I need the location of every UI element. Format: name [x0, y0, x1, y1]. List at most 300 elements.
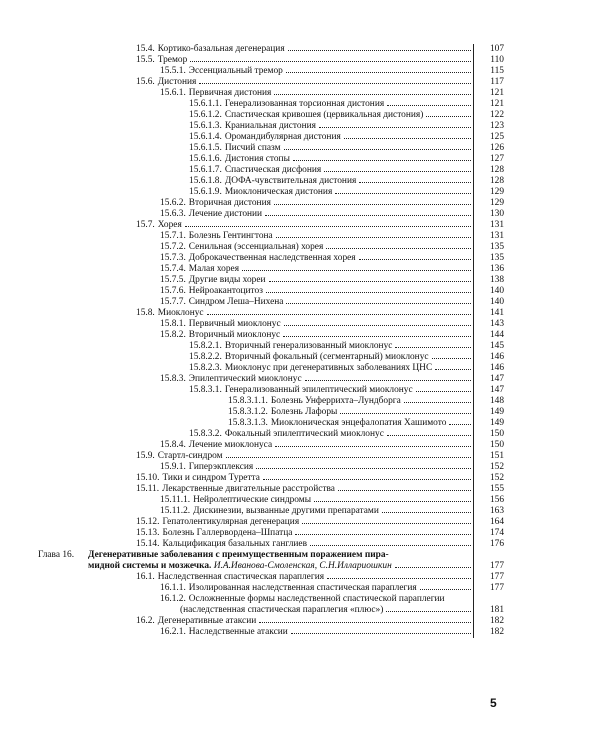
toc-entry-number: 15.6.1.4.	[189, 132, 222, 142]
toc-entry-title: Наследственные атаксии	[188, 627, 288, 637]
toc-entry-number: 15.7.4.	[160, 264, 186, 274]
toc-entry	[86, 165, 504, 176]
leader-dots	[295, 534, 471, 535]
toc-entry	[86, 121, 504, 132]
toc-entry	[86, 220, 504, 231]
toc-entry-number: 15.8.2.3.	[189, 363, 222, 373]
column-rule	[473, 55, 474, 66]
toc-entry	[86, 440, 504, 451]
toc-entry-page: 164	[489, 517, 504, 527]
toc-entry	[86, 99, 504, 110]
toc-entry	[86, 132, 504, 143]
toc-entry	[86, 396, 504, 407]
column-rule	[473, 121, 474, 132]
toc-entry-page: 177	[489, 572, 504, 582]
toc-entry-page: 148	[489, 396, 504, 406]
toc-entry-number: 15.7.2.	[160, 242, 186, 252]
toc-entry-number: 15.5.1.	[160, 66, 186, 76]
leader-dots	[263, 479, 471, 480]
toc-entry-page: 182	[489, 616, 504, 626]
toc-entry	[86, 528, 504, 539]
toc-entry-number: 15.6.1.3.	[189, 121, 222, 131]
toc-entry	[86, 429, 504, 440]
toc-entry-title: (наследственная спастическая параплегия «плюс»)	[180, 605, 384, 615]
chapter-page: 177	[489, 561, 504, 571]
leader-dots	[256, 468, 471, 469]
toc-entry-title: Дистония	[157, 77, 197, 87]
toc-entry-page: 130	[489, 209, 504, 219]
toc-entry-number: 15.11.2.	[160, 506, 191, 516]
toc-entry-number: 15.6.	[136, 77, 155, 87]
toc-entry	[86, 297, 504, 308]
column-rule	[473, 572, 474, 583]
toc-entry-number: 15.6.2.	[160, 198, 186, 208]
toc-entry	[86, 495, 504, 506]
toc-entry-number: 15.8.3.1.1.	[228, 396, 268, 406]
toc-entry-page: 135	[489, 242, 504, 252]
toc-entry	[86, 363, 504, 374]
toc-entry-title: Вторичный фокальный (сегментарный) миоклонус	[224, 352, 429, 362]
leader-dots	[275, 446, 471, 447]
table-of-contents	[38, 44, 504, 638]
toc-entry-page: 147	[489, 374, 504, 384]
leader-dots	[326, 248, 471, 249]
toc-entry-title: Первичная дистония	[188, 88, 272, 98]
toc-entry-number: 15.11.1.	[160, 495, 191, 505]
leader-dots	[319, 127, 471, 128]
leader-dots	[359, 259, 471, 260]
column-rule	[473, 440, 474, 451]
column-rule	[473, 396, 474, 407]
toc-entry-title: Болезнь Лафоры	[270, 407, 338, 417]
toc-entry-page: 146	[489, 363, 504, 373]
toc-entry	[86, 374, 504, 385]
toc-entry	[86, 55, 504, 66]
toc-entry	[86, 330, 504, 341]
toc-entry-title: Миоклонус при дегенеративных заболеваниях ЦНС	[224, 363, 433, 373]
toc-entry-number: 15.9.	[136, 451, 155, 461]
toc-entry-title: Хорея	[157, 220, 182, 230]
column-rule	[473, 451, 474, 462]
toc-entry-title: Малая хорея	[188, 264, 240, 274]
toc-entry-number: 15.11.	[136, 484, 160, 494]
column-rule	[473, 517, 474, 528]
leader-dots	[185, 226, 471, 227]
toc-entry-title: Изолированная наследственная спастическая параплегия	[188, 583, 417, 593]
toc-entry-number: 16.2.	[136, 616, 155, 626]
toc-entry-page: 128	[489, 165, 504, 175]
toc-entry	[86, 583, 504, 594]
column-rule	[473, 77, 474, 88]
column-rule	[473, 198, 474, 209]
leader-dots	[226, 457, 471, 458]
toc-entry	[86, 407, 504, 418]
toc-entry	[86, 176, 504, 187]
column-rule	[473, 550, 474, 572]
column-rule	[473, 209, 474, 220]
toc-entry-page: 150	[489, 429, 504, 439]
toc-entry-number: 15.8.1.	[160, 319, 186, 329]
leader-dots	[344, 138, 471, 139]
toc-entry-number: 15.7.5.	[160, 275, 186, 285]
toc-entry	[86, 451, 504, 462]
toc-entry-page: 156	[489, 495, 504, 505]
toc-entry	[86, 572, 504, 583]
column-rule	[473, 627, 474, 638]
leader-dots	[310, 545, 471, 546]
toc-entry-title: Кортико-базальная дегенерация	[157, 44, 285, 54]
toc-entry-number: 15.8.3.1.	[189, 385, 222, 395]
leader-dots	[259, 622, 471, 623]
leader-dots	[286, 303, 471, 304]
toc-entry-title: Дегенеративные атаксии	[157, 616, 257, 626]
column-rule	[473, 154, 474, 165]
toc-entry-number: 15.8.3.1.3.	[228, 418, 268, 428]
toc-entry-page: 127	[489, 154, 504, 164]
toc-entry	[86, 517, 504, 528]
toc-entry-title: Миоклоническая дистония	[224, 187, 333, 197]
toc-entry-page: 128	[489, 176, 504, 186]
toc-entry	[86, 605, 504, 616]
leader-dots	[404, 402, 471, 403]
toc-entry	[86, 253, 504, 264]
toc-entry-number: 16.2.1.	[160, 627, 186, 637]
toc-entry-page: 131	[489, 220, 504, 230]
toc-chapter-16	[38, 550, 504, 572]
column-rule	[473, 385, 474, 396]
leader-dots	[359, 182, 471, 183]
column-rule	[473, 616, 474, 627]
toc-entry-page: 147	[489, 385, 504, 395]
toc-entry-page: 122	[489, 110, 504, 120]
leader-dots	[276, 237, 471, 238]
column-rule	[473, 484, 474, 495]
toc-entry	[86, 66, 504, 77]
toc-entry-title: Сенильная (эссенциальная) хорея	[188, 242, 324, 252]
toc-entry-page: 155	[489, 484, 504, 494]
toc-entry-title: Лечение миоклонуса	[188, 440, 273, 450]
column-rule	[473, 330, 474, 341]
toc-entry-number: 15.9.1.	[160, 462, 186, 472]
leader-dots	[284, 325, 471, 326]
chapter-label: Глава 16.	[38, 550, 75, 560]
toc-entry-page: 141	[489, 308, 504, 318]
leader-dots	[387, 435, 471, 436]
toc-entry-title: Доброкачественная наследственная хорея	[188, 253, 356, 263]
leader-dots	[266, 292, 471, 293]
column-rule	[473, 110, 474, 121]
toc-entry-title: Эпилептический миоклонус	[188, 374, 302, 384]
toc-entry-page: 140	[489, 297, 504, 307]
toc-entry	[86, 242, 504, 253]
leader-dots	[274, 94, 471, 95]
toc-entry-page: 121	[489, 99, 504, 109]
toc-entry-number: 15.8.4.	[160, 440, 186, 450]
toc-entry-number: 15.8.2.1.	[189, 341, 222, 351]
toc-entry-page: 181	[489, 605, 504, 615]
toc-entry-number: 15.6.1.2.	[189, 110, 222, 120]
column-rule	[473, 264, 474, 275]
toc-entry-title: Генерализованный эпилептический миоклонус	[224, 385, 413, 395]
leader-dots	[291, 633, 471, 634]
column-rule	[473, 132, 474, 143]
toc-entry-page: 131	[489, 231, 504, 241]
toc-entry-number: 15.4.	[136, 44, 155, 54]
toc-entry	[86, 77, 504, 88]
toc-entry	[86, 308, 504, 319]
toc-entry-title: Болезнь Гентингтона	[188, 231, 273, 241]
chapter-title-line1: Дегенеративные заболевания с преимущественным поражением пира-	[88, 550, 389, 560]
toc-entry	[86, 275, 504, 286]
toc-entry-number: 15.8.3.2.	[189, 429, 222, 439]
toc-entry-title: Вторичный генерализованный миоклонус	[224, 341, 393, 351]
toc-entry-number: 15.6.1.7.	[189, 165, 222, 175]
leader-dots	[314, 501, 471, 502]
toc-entry-page: 121	[489, 88, 504, 98]
toc-entry-title: Синдром Леша–Нихена	[188, 297, 284, 307]
toc-entry-page: 129	[489, 187, 504, 197]
toc-entry-page: 152	[489, 473, 504, 483]
toc-entry-title: Другие виды хореи	[188, 275, 266, 285]
toc-entry-page: 149	[489, 407, 504, 417]
column-rule	[473, 374, 474, 385]
toc-entry-page: 176	[489, 539, 504, 549]
leader-dots	[426, 116, 471, 117]
leader-dots	[288, 50, 471, 51]
leader-dots	[382, 512, 471, 513]
toc-entry-title: Миоклонус	[157, 308, 204, 318]
leader-dots	[395, 567, 471, 568]
toc-entry-page: 143	[489, 319, 504, 329]
toc-entry-title: Вторичная дистония	[188, 198, 271, 208]
toc-entry-number: 15.13.	[136, 528, 160, 538]
toc-entry-page: 129	[489, 198, 504, 208]
leader-dots	[283, 336, 471, 337]
toc-entry-title: Нейролептические синдромы	[193, 495, 312, 505]
column-rule	[473, 407, 474, 418]
toc-entry-number: 15.6.1.6.	[189, 154, 222, 164]
toc-entry-page: 117	[490, 77, 504, 87]
chapter-authors: И.А.Иванова-Смоленская, С.Н.Иллариошкин	[213, 561, 392, 571]
toc-entry	[86, 319, 504, 330]
leader-dots	[386, 611, 471, 612]
column-rule	[473, 286, 474, 297]
toc-entry-title: Стартл-синдром	[157, 451, 223, 461]
toc-entry-number: 15.7.3.	[160, 253, 186, 263]
column-rule	[473, 605, 474, 616]
column-rule	[473, 539, 474, 550]
toc-entry-number: 15.12.	[136, 517, 160, 527]
column-rule	[473, 165, 474, 176]
leader-dots	[199, 83, 471, 84]
toc-entry-title: Осложненные формы наследственной спастической параплегии	[188, 594, 445, 604]
toc-entry	[86, 352, 504, 363]
toc-entry	[86, 462, 504, 473]
toc-entry-page: 151	[489, 451, 504, 461]
toc-entry-title: Гепатолентикулярная дегенерация	[162, 517, 300, 527]
toc-entry	[86, 484, 504, 495]
toc-entry	[86, 187, 504, 198]
column-rule	[473, 473, 474, 484]
toc-entry-title: Краниальная дистония	[224, 121, 316, 131]
toc-entry-page: 110	[490, 55, 504, 65]
toc-entry-title: Первичный миоклонус	[188, 319, 281, 329]
toc-entry-title: Фокальный эпилептический миоклонус	[224, 429, 384, 439]
toc-entry-title: Лечение дистонии	[188, 209, 263, 219]
toc-entry-page: 107	[489, 44, 504, 54]
toc-entry-title: Тики и синдром Туретта	[162, 473, 260, 483]
leader-dots	[435, 369, 471, 370]
column-rule	[473, 44, 474, 55]
column-rule	[473, 143, 474, 154]
toc-entry-title: ДОФА-чувствительная дистония	[224, 176, 357, 186]
toc-entry-page: 144	[489, 330, 504, 340]
toc-entry-page: 138	[489, 275, 504, 285]
toc-entry	[86, 110, 504, 121]
toc-entry-number: 15.8.3.1.2.	[228, 407, 268, 417]
toc-entry-title: Генерализованная торсионная дистония	[224, 99, 385, 109]
column-rule	[473, 242, 474, 253]
leader-dots	[324, 171, 471, 172]
toc-entry-title: Писчий спазм	[224, 143, 281, 153]
leader-dots	[416, 391, 471, 392]
toc-entry-number: 15.8.2.2.	[189, 352, 222, 362]
column-rule	[473, 583, 474, 594]
column-rule	[473, 88, 474, 99]
toc-entry	[86, 341, 504, 352]
toc-entry-page: 146	[489, 352, 504, 362]
toc-entry-page: 177	[489, 583, 504, 593]
leader-dots	[265, 215, 471, 216]
toc-entry-page: 163	[489, 506, 504, 516]
toc-entry-page: 135	[489, 253, 504, 263]
leader-dots	[274, 204, 471, 205]
column-rule	[473, 297, 474, 308]
leader-dots	[338, 490, 471, 491]
toc-entry-page: 115	[490, 66, 504, 76]
toc-entry-title: Наследственная спастическая параплегия	[157, 572, 325, 582]
leader-dots	[242, 270, 471, 271]
toc-entry-page: 149	[489, 418, 504, 428]
toc-entry	[86, 286, 504, 297]
column-rule	[473, 506, 474, 517]
toc-entry-title: Дискинезии, вызванные другими препаратами	[193, 506, 379, 516]
toc-entry-number: 15.6.1.	[160, 88, 186, 98]
toc-entry	[86, 154, 504, 165]
toc-entry-number: 15.6.3.	[160, 209, 186, 219]
toc-entry	[86, 198, 504, 209]
leader-dots	[449, 424, 471, 425]
leader-dots	[305, 380, 471, 381]
toc-entry-number: 15.6.1.5.	[189, 143, 222, 153]
toc-entry-title: Гиперэкплексия	[188, 462, 254, 472]
column-rule	[473, 275, 474, 286]
toc-entry-title: Болезнь Галлервордена–Шпатца	[162, 528, 293, 538]
toc-entry-number: 15.10.	[136, 473, 160, 483]
toc-entry-number: 15.8.2.	[160, 330, 186, 340]
toc-entry	[86, 594, 504, 605]
toc-entry	[86, 231, 504, 242]
chapter-title-line2: мидной системы и мозжечка.	[88, 561, 212, 571]
column-rule	[473, 594, 474, 605]
leader-dots	[284, 149, 471, 150]
leader-dots	[269, 281, 471, 282]
toc-entry	[86, 385, 504, 396]
column-rule	[473, 253, 474, 264]
toc-section-15	[86, 44, 504, 550]
toc-entry	[86, 616, 504, 627]
toc-entry-number: 16.1.2.	[160, 594, 186, 604]
toc-entry-title: Вторичный миоклонус	[188, 330, 281, 340]
toc-entry-number: 15.6.1.1.	[189, 99, 222, 109]
toc-entry-page: 126	[489, 143, 504, 153]
column-rule	[473, 363, 474, 374]
toc-entry-title: Кальцификация базальных ганглиев	[162, 539, 308, 549]
toc-entry	[86, 209, 504, 220]
column-rule	[473, 462, 474, 473]
column-rule	[473, 429, 474, 440]
toc-entry	[86, 44, 504, 55]
toc-entry	[86, 418, 504, 429]
toc-entry	[86, 539, 504, 550]
toc-entry-number: 15.7.	[136, 220, 155, 230]
toc-section-16	[86, 572, 504, 638]
leader-dots	[420, 589, 471, 590]
column-rule	[473, 319, 474, 330]
toc-entry-title: Спастическая дисфония	[224, 165, 322, 175]
leader-dots	[207, 314, 471, 315]
toc-entry-number: 15.7.6.	[160, 286, 186, 296]
toc-entry-number: 15.7.7.	[160, 297, 186, 307]
toc-entry-number: 15.6.1.9.	[189, 187, 222, 197]
toc-entry-title: Спастическая кривошея (цервикальная дистония)	[224, 110, 424, 120]
leader-dots	[286, 72, 471, 73]
column-rule	[473, 418, 474, 429]
toc-entry-title: Оромандибулярная дистония	[224, 132, 341, 142]
toc-entry-title: Болезнь Унферрихта–Лундборга	[270, 396, 401, 406]
leader-dots	[432, 358, 471, 359]
page-number: 5	[490, 696, 497, 710]
toc-entry-number: 15.6.1.8.	[189, 176, 222, 186]
column-rule	[473, 220, 474, 231]
toc-entry-page: 145	[489, 341, 504, 351]
column-rule	[473, 176, 474, 187]
column-rule	[473, 187, 474, 198]
toc-entry-number: 16.1.1.	[160, 583, 186, 593]
leader-dots	[293, 160, 471, 161]
leader-dots	[335, 193, 471, 194]
toc-entry-page: 136	[489, 264, 504, 274]
toc-entry-title: Лекарственные двигательные расстройства	[162, 484, 335, 494]
toc-entry	[86, 473, 504, 484]
toc-entry-title: Нейроакантоцитоз	[188, 286, 263, 296]
column-rule	[473, 528, 474, 539]
toc-entry-number: 15.5.	[136, 55, 155, 65]
column-rule	[473, 352, 474, 363]
leader-dots	[190, 61, 471, 62]
toc-entry-title: Дистония стопы	[224, 154, 290, 164]
column-rule	[473, 99, 474, 110]
toc-entry-title: Тремор	[157, 55, 188, 65]
toc-entry-title: Эссенциальный тремор	[188, 66, 283, 76]
leader-dots	[302, 523, 471, 524]
toc-entry-page: 125	[489, 132, 504, 142]
toc-entry	[86, 506, 504, 517]
toc-entry-page: 123	[489, 121, 504, 131]
column-rule	[473, 308, 474, 319]
toc-entry-number: 15.7.1.	[160, 231, 186, 241]
toc-entry-page: 140	[489, 286, 504, 296]
